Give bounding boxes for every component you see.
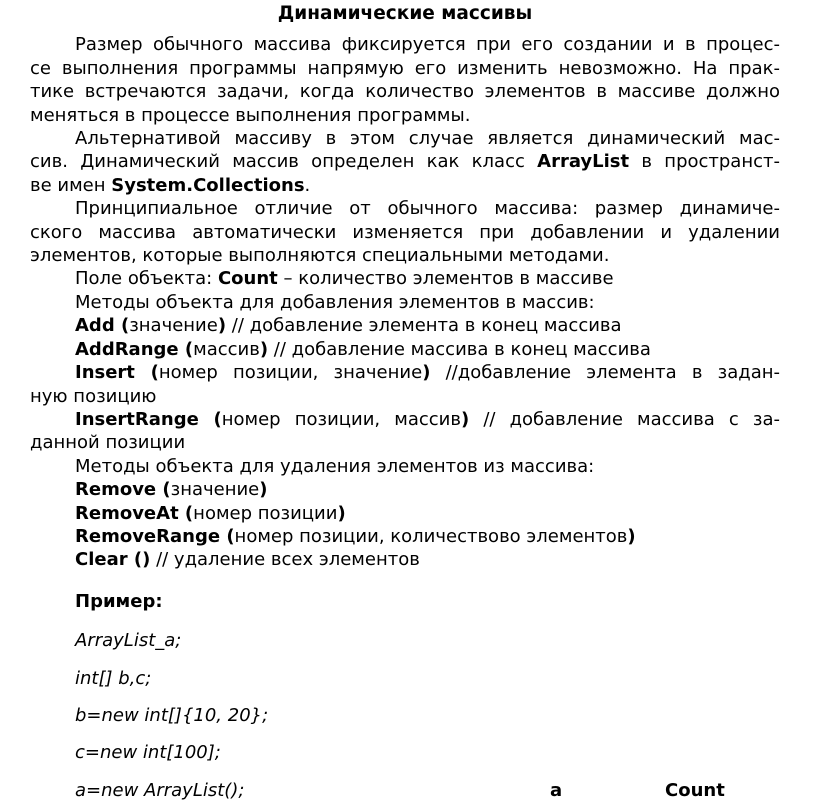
text-segment: ) [627,525,636,547]
text-segment: в пространст- [629,151,780,173]
text-line [30,629,780,652]
text-segment: ) [259,479,268,501]
text-segment: Remove ( [75,479,171,501]
text-segment: сив. Динамический массив определен как класс [30,151,538,173]
text-line [30,174,780,197]
text-segment: //добавление элемента в задан- [430,362,780,384]
text-segment: // добавление массива с за- [469,408,780,430]
text-line [30,667,780,690]
text-segment: Count [217,268,278,290]
page-title: Динамические массивы [277,3,533,24]
text-segment: данной позиции [30,432,186,454]
text-segment: се выполнения программы напрямую его изменить невозможно. На прак- [30,57,780,79]
text-line [30,127,780,150]
text-segment: значение [129,315,218,337]
text-segment: ского массива автоматически изменяется при добавлении и удалении [30,221,780,243]
text-line [30,502,780,525]
text-segment: . [304,174,311,196]
text-segment: ) [337,502,346,524]
text-segment: номер позиции, количествово элементов [234,525,628,547]
text-segment: ) [422,362,431,384]
text-segment: Принципиальное отличие от обычного массива: размер динамиче- [75,198,780,220]
text-segment: – количество элементов в массиве [277,268,614,290]
text-line [30,80,780,103]
text-segment: номер позиции, значение [158,362,423,384]
text-line [30,408,780,431]
text-segment: System.Collections [111,174,305,196]
text-line [30,221,780,244]
text-segment: ) [217,315,227,337]
text-segment: Методы объекта для добавления элементов в массив: [75,291,595,313]
text-line [30,525,780,548]
text-segment: c=new int[100]; [75,742,221,764]
text-segment: ArrayList [537,151,630,173]
text-segment: ) [259,338,269,360]
text-segment: InsertRange ( [75,408,222,430]
text-segment: b=new int[]{10, 20}; [75,704,269,726]
text-segment: номер позиции [193,502,338,524]
text-segment: RemoveAt ( [75,502,194,524]
text-line [30,150,780,173]
figure-label-count: Count [665,780,725,801]
text-line [30,385,780,408]
text-line [30,431,780,454]
text-segment: Альтернативой массиву в этом случае является динамический мас- [75,128,780,150]
text-line [30,314,780,337]
text-segment: Insert ( [75,362,159,384]
text-segment: меняться в процессе выполнения программы. [30,104,471,126]
text-segment: Пример: [75,590,163,612]
text-segment: Поле объекта: [75,268,218,290]
text-line [30,704,780,727]
document-body [30,33,780,802]
text-segment: int[] b,c; [75,667,152,689]
text-line [30,57,780,80]
text-segment: Размер обычного массива фиксируется при его создании и в процес- [75,34,780,56]
text-segment: // добавление элемента в конец массива [226,315,622,337]
figure-label-a: a [550,780,563,801]
text-segment: // добавление массива в конец массива [268,338,651,360]
text-segment: значение [170,479,260,501]
text-segment: ArrayList_a; [75,630,182,652]
text-line [30,741,780,764]
text-segment: a=new ArrayList(); [75,779,245,801]
text-line [30,267,780,290]
text-segment: ную позицию [30,385,157,407]
text-segment: тике встречаются задачи, когда количество элементов в массиве должно [30,81,780,103]
text-segment: Clear () [75,549,151,571]
text-line [30,338,780,361]
text-segment: ) [460,408,470,430]
text-line [30,291,780,314]
text-line [30,590,780,613]
text-segment: RemoveRange ( [75,525,235,547]
text-segment: ве имен [30,174,112,196]
text-line [30,478,780,501]
text-segment: номер позиции, массив [221,408,461,430]
text-line [30,33,780,56]
text-line [30,244,780,267]
text-segment: // удаление всех элементов [150,549,420,571]
text-segment: элементов, которые выполняются специальными методами. [30,245,610,267]
text-line [30,104,780,127]
text-segment: массив [193,338,260,360]
text-segment: Методы объекта для удаления элементов из массива: [75,455,595,477]
text-line [30,361,780,384]
text-segment: Add ( [75,315,130,337]
text-segment: AddRange ( [75,338,194,360]
text-line [30,197,780,220]
text-line [30,548,780,571]
text-line [30,455,780,478]
